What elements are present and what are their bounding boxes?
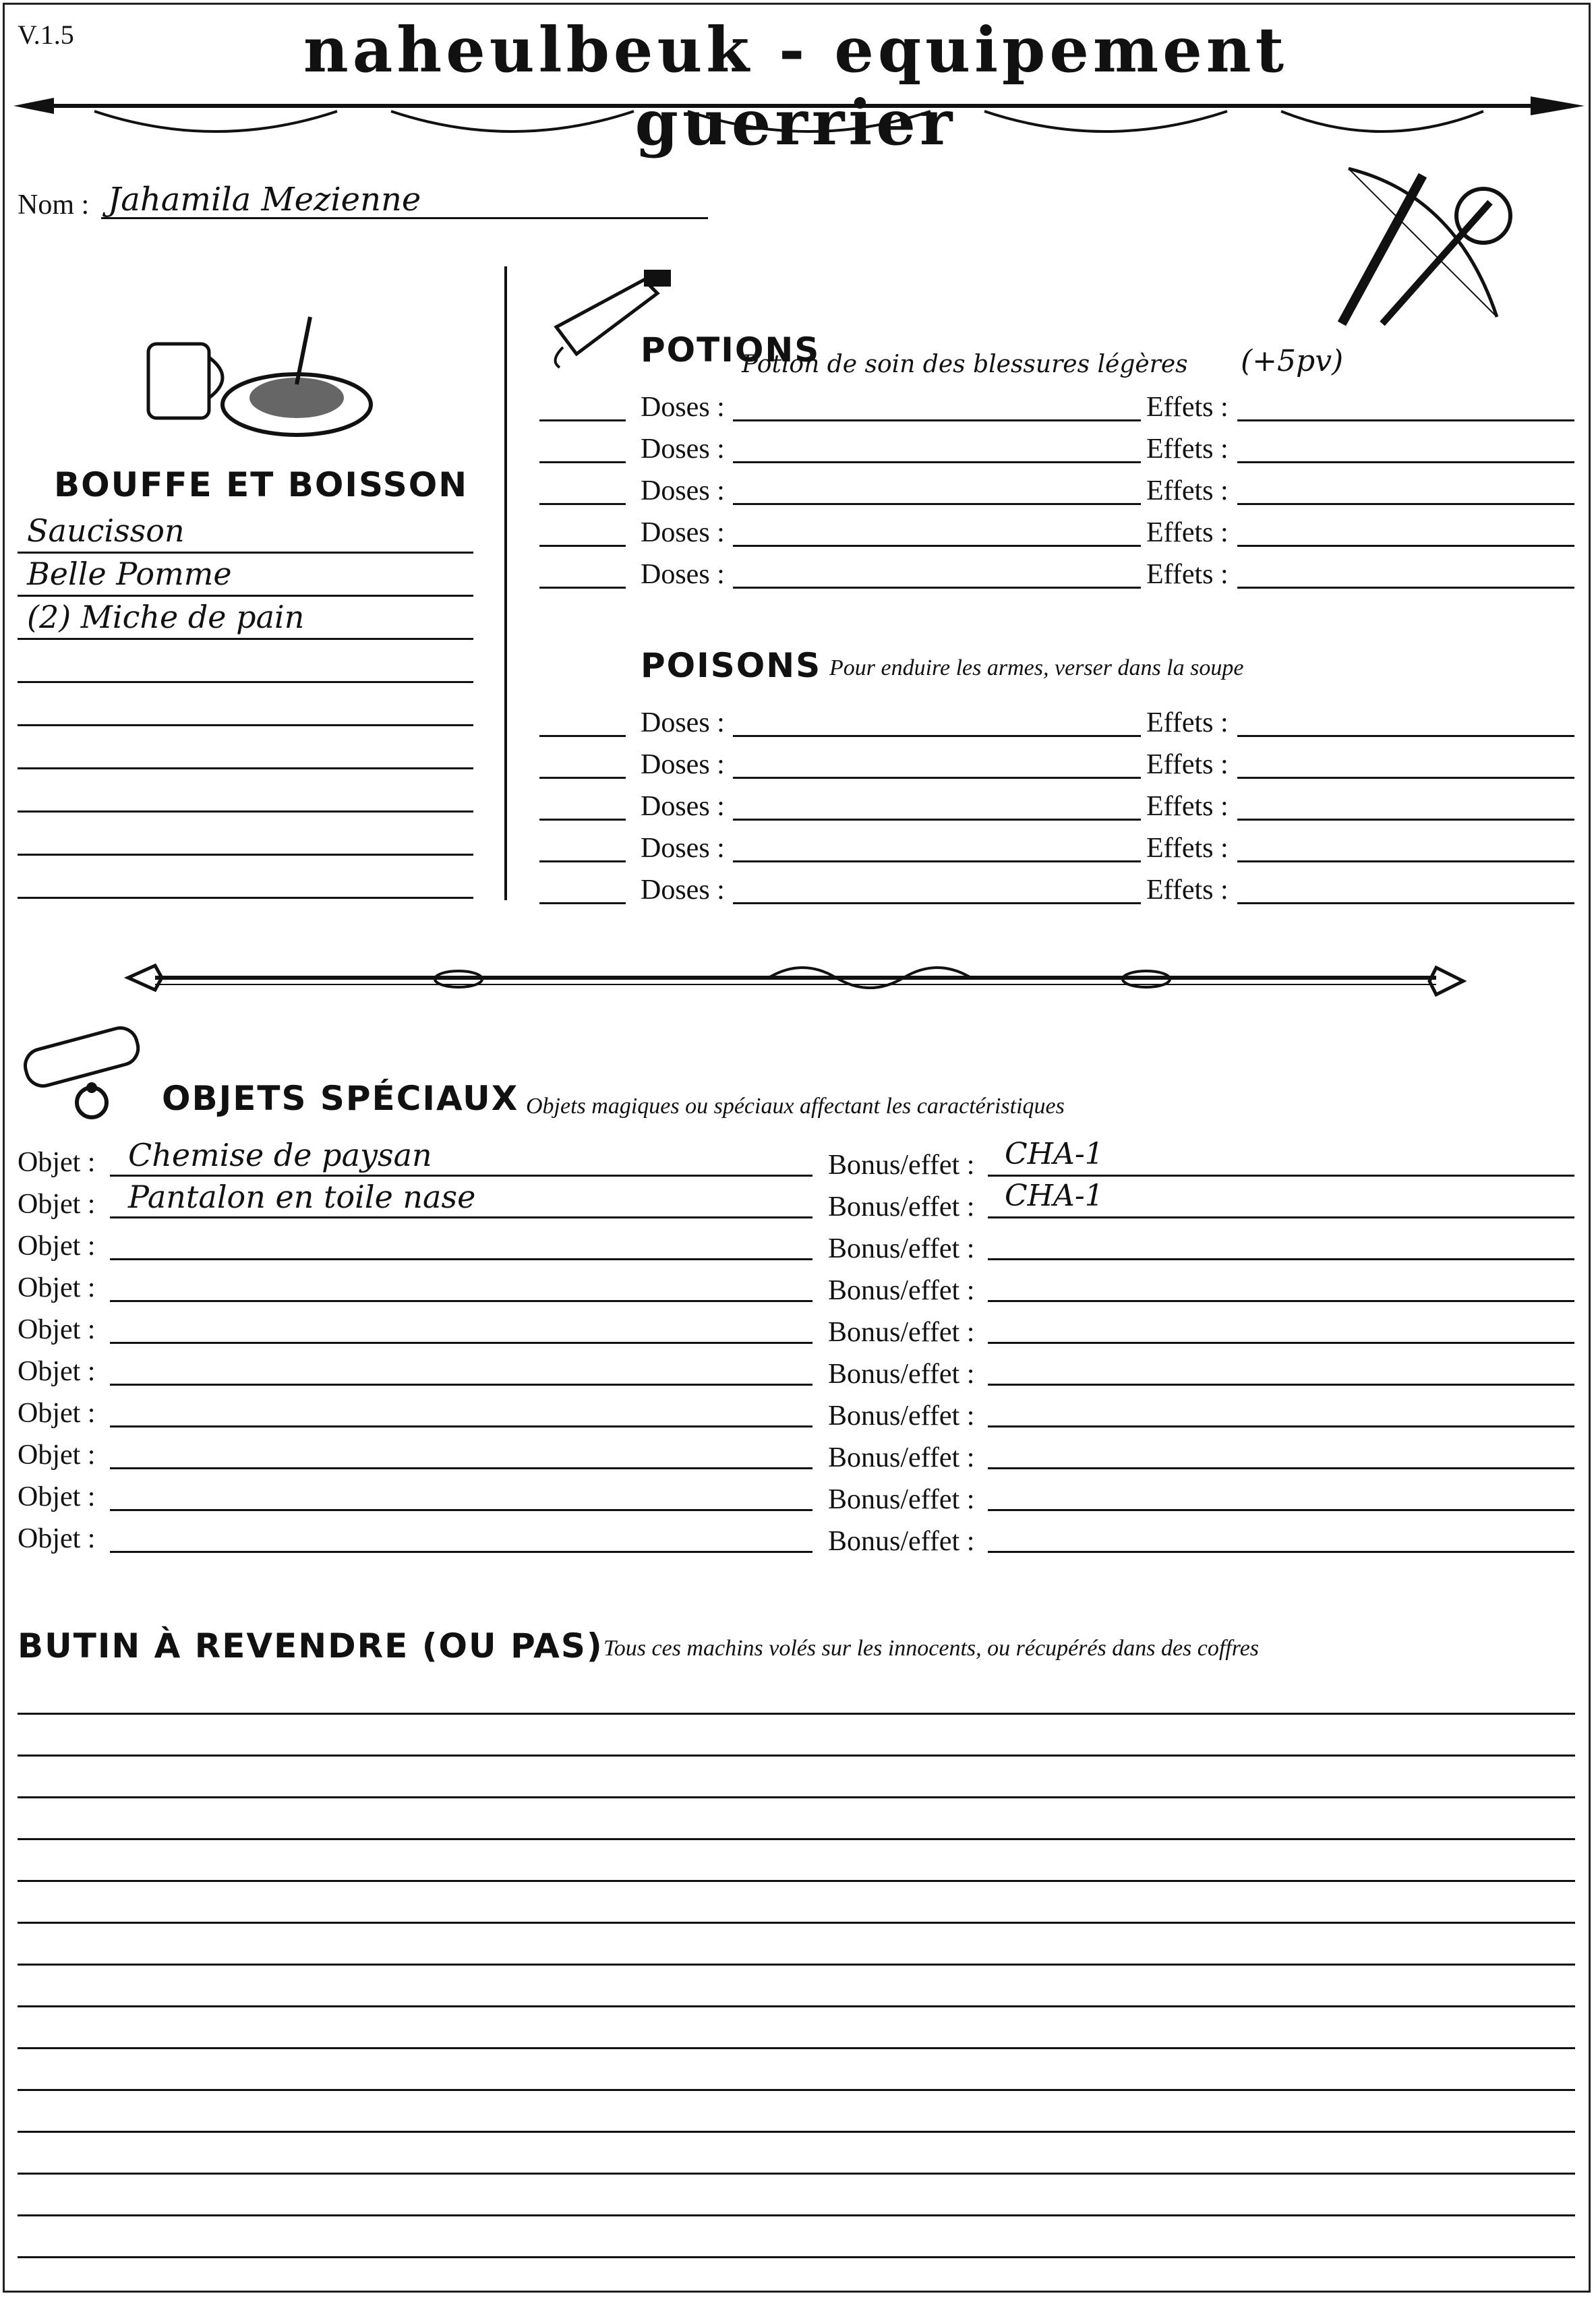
scroll-ring-icon [18,1011,152,1126]
potions-note[interactable]: Potion de soin des blessures légères [742,351,1188,378]
bonus-label: Bonus/effet : [828,1317,975,1348]
poisons-subtitle: Pour enduire les armes, verser dans la soupe [829,655,1244,680]
objet-field[interactable] [110,1384,812,1386]
loot-line[interactable] [18,2131,1575,2133]
objet-field[interactable] [110,1258,812,1260]
potions-count-line[interactable] [539,419,626,421]
potions-doses-field[interactable] [733,419,1141,421]
potions-note-effect[interactable]: (+5pv) [1241,344,1344,378]
poisons-doses-label: Doses : [641,791,725,822]
food-item[interactable]: (2) Miche de pain [27,599,305,635]
potions-count-line[interactable] [539,503,626,505]
bonus-field[interactable] [988,1425,1574,1427]
poisons-doses-field[interactable] [733,819,1141,821]
food-line [18,595,473,597]
poisons-effets-field[interactable] [1237,819,1574,821]
food-item[interactable]: Belle Pomme [27,556,232,592]
objet-value[interactable]: Chemise de paysan [128,1137,432,1173]
bonus-field[interactable] [988,1384,1574,1386]
objet-field[interactable] [110,1216,812,1218]
potions-count-line[interactable] [539,545,626,547]
bonus-label: Bonus/effet : [828,1401,975,1432]
bonus-field[interactable] [988,1216,1574,1218]
loot-line[interactable] [18,1713,1575,1715]
potions-heading: POTIONS [641,330,821,370]
objet-label: Objet : [18,1314,96,1345]
bonus-value[interactable]: CHA-1 [1005,1137,1104,1171]
name-label: Nom : [18,189,90,220]
loot-line[interactable] [18,1755,1575,1757]
poisons-effets-field[interactable] [1237,735,1574,737]
potions-count-line[interactable] [539,587,626,589]
bonus-label: Bonus/effet : [828,1150,975,1181]
objet-label: Objet : [18,1356,96,1387]
poisons-doses-field[interactable] [733,735,1141,737]
potions-doses-label: Doses : [641,434,725,465]
column-separator [504,266,507,900]
objet-label: Objet : [18,1398,96,1429]
name-underline [101,217,708,219]
food-line [18,724,473,726]
staff-divider-icon [128,958,1463,998]
loot-line[interactable] [18,1880,1575,1882]
bonus-label: Bonus/effet : [828,1275,975,1306]
bonus-label: Bonus/effet : [828,1442,975,1473]
objet-field[interactable] [110,1551,812,1553]
objet-field[interactable] [110,1425,812,1427]
bonus-label: Bonus/effet : [828,1233,975,1264]
bonus-field[interactable] [988,1300,1574,1302]
potions-doses-field[interactable] [733,545,1141,547]
version-label: V.1.5 [18,20,74,50]
potions-effets-field[interactable] [1237,503,1574,505]
food-heading: BOUFFE ET BOISSON [54,465,469,504]
page-title: naheulbeuk - equipement guerrier [303,13,1289,159]
potions-doses-label: Doses : [641,475,725,506]
potions-doses-label: Doses : [641,559,725,590]
poisons-doses-label: Doses : [641,833,725,864]
potions-doses-label: Doses : [641,392,725,423]
loot-line[interactable] [18,2005,1575,2007]
loot-line[interactable] [18,2173,1575,2175]
bonus-label: Bonus/effet : [828,1526,975,1557]
poisons-effets-field[interactable] [1237,860,1574,862]
poisons-doses-label: Doses : [641,875,725,906]
food-line [18,638,473,640]
objet-label: Objet : [18,1272,96,1303]
objet-value[interactable]: Pantalon en toile nase [128,1179,476,1215]
loot-line[interactable] [18,1838,1575,1840]
bonus-field[interactable] [988,1175,1574,1177]
potions-effets-field[interactable] [1237,461,1574,463]
special-heading: OBJETS SPÉCIAUX [162,1079,519,1118]
poisons-effets-field[interactable] [1237,902,1574,904]
poisons-doses-field[interactable] [733,860,1141,862]
objet-field[interactable] [110,1342,812,1344]
poisons-effets-field[interactable] [1237,777,1574,779]
potions-effets-label: Effets : [1146,559,1229,590]
objet-label: Objet : [18,1189,96,1220]
bonus-value[interactable]: CHA-1 [1005,1179,1104,1213]
poisons-effets-label: Effets : [1146,749,1229,780]
loot-line[interactable] [18,1796,1575,1798]
poisons-doses-label: Doses : [641,749,725,780]
potions-effets-field[interactable] [1237,587,1574,589]
name-value[interactable]: Jahamila Mezienne [108,181,421,218]
food-line [18,681,473,683]
potions-doses-field[interactable] [733,503,1141,505]
potions-effets-label: Effets : [1146,517,1229,548]
food-line [18,552,473,554]
poisons-doses-field[interactable] [733,902,1141,904]
bonus-label: Bonus/effet : [828,1359,975,1390]
special-subtitle: Objets magiques ou spéciaux affectant les caractéristiques [526,1094,1065,1119]
potions-doses-field[interactable] [733,587,1141,589]
objet-label: Objet : [18,1440,96,1471]
food-line [18,767,473,769]
objet-label: Objet : [18,1481,96,1512]
spear-divider-icon [13,84,1585,145]
loot-line[interactable] [18,2089,1575,2091]
bonus-label: Bonus/effet : [828,1191,975,1222]
bonus-field[interactable] [988,1551,1574,1553]
loot-line[interactable] [18,1964,1575,1966]
poisons-heading: POISONS [641,646,822,685]
poisons-effets-label: Effets : [1146,707,1229,738]
potions-effets-field[interactable] [1237,545,1574,547]
bonus-field[interactable] [988,1342,1574,1344]
loot-line[interactable] [18,1922,1575,1924]
potions-effets-label: Effets : [1146,475,1229,506]
poisons-doses-label: Doses : [641,707,725,738]
poisons-effets-label: Effets : [1146,875,1229,906]
bonus-field[interactable] [988,1467,1574,1469]
potions-effets-label: Effets : [1146,392,1229,423]
food-line [18,854,473,856]
potions-doses-label: Doses : [641,517,725,548]
poisons-count-line[interactable] [539,735,626,737]
loot-heading: BUTIN À REVENDRE (OU PAS) [18,1626,603,1666]
food-plate-icon [135,303,378,438]
poisons-doses-field[interactable] [733,777,1141,779]
potions-effets-field[interactable] [1237,419,1574,421]
bonus-label: Bonus/effet : [828,1484,975,1515]
poisons-count-line[interactable] [539,860,626,862]
poisons-effets-label: Effets : [1146,791,1229,822]
objet-field[interactable] [110,1300,812,1302]
potions-effets-label: Effets : [1146,434,1229,465]
poisons-effets-label: Effets : [1146,833,1229,864]
poisons-count-line[interactable] [539,819,626,821]
objet-field[interactable] [110,1467,812,1469]
crossed-weapons-icon [1322,155,1524,337]
objet-label: Objet : [18,1231,96,1262]
food-line [18,897,473,899]
objet-field[interactable] [110,1509,812,1511]
bonus-field[interactable] [988,1258,1574,1260]
potions-doses-field[interactable] [733,461,1141,463]
loot-line[interactable] [18,2256,1575,2258]
loot-subtitle: Tous ces machins volés sur les innocents, ou récupérés dans des coffres [603,1636,1260,1661]
objet-label: Objet : [18,1523,96,1554]
objet-field[interactable] [110,1175,812,1177]
poisons-count-line[interactable] [539,902,626,904]
loot-line[interactable] [18,2214,1575,2216]
food-item[interactable]: Saucisson [27,512,185,549]
objet-label: Objet : [18,1147,96,1178]
loot-line[interactable] [18,2047,1575,2049]
bonus-field[interactable] [988,1509,1574,1511]
potions-count-line[interactable] [539,461,626,463]
food-line [18,811,473,813]
poisons-count-line[interactable] [539,777,626,779]
